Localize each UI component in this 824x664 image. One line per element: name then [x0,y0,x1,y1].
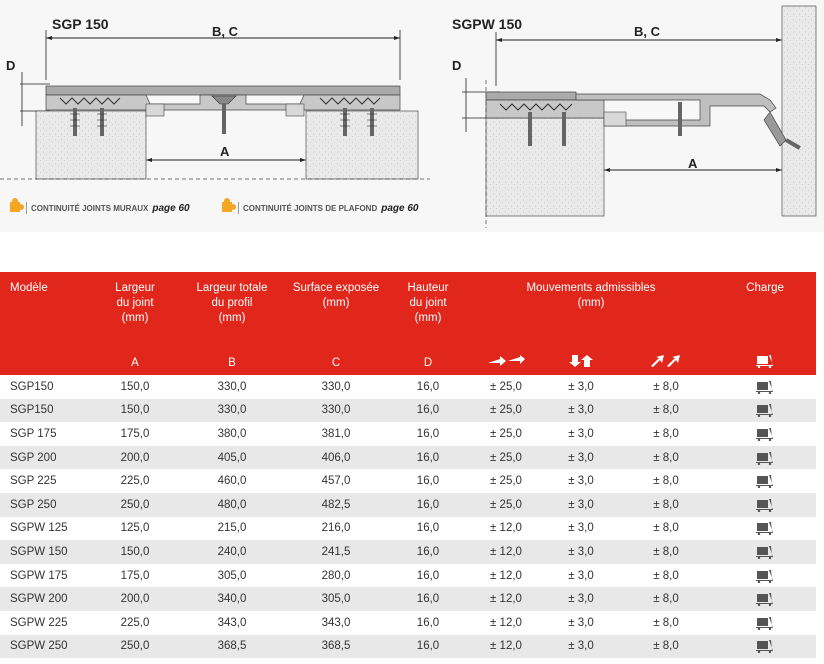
cell-model: SGPW 150 [0,540,90,564]
cell-model: SGP150 [0,399,90,423]
table-row [0,517,816,541]
cell-m3: ± 8,0 [653,522,679,535]
col-d: Hauteur du joint (mm) [388,272,468,351]
drawings-svg [0,0,824,232]
cell-m2: ± 3,0 [568,616,594,629]
sgpw-drawing [462,6,816,228]
cell-m2: ± 3,0 [544,399,618,423]
sgp-dim-bc: B, C [212,24,238,39]
load-icon [714,517,816,541]
cell-m1: ± 12,0 [468,587,544,611]
cell-d: 16,0 [416,569,440,582]
left-slab-left [36,111,146,179]
cell-model: SGPW 225 [10,616,68,629]
load-icon [714,422,816,446]
load-icon [714,375,816,399]
cell-m2: ± 3,0 [544,540,618,564]
subheader-row [0,351,816,375]
cell-d: 16,0 [388,446,468,470]
cell-d: 16,0 [416,522,440,535]
cell-d: 16,0 [388,587,468,611]
table-row [0,422,816,446]
cell-d: 16,0 [388,540,468,564]
cell-b: 368,5 [180,635,284,659]
cell-m2: ± 3,0 [544,587,618,611]
note-ceiling-page: page 60 [381,202,419,214]
cell-a: 225,0 [120,475,150,488]
cell-d: 16,0 [388,399,468,423]
cell-model: SGPW 250 [0,635,90,659]
cell-model: SGP 200 [0,446,90,470]
cell-c: 305,0 [284,587,388,611]
cell-m1: ± 25,0 [468,399,544,423]
cell-c: 330,0 [321,380,351,393]
col-a: Largeur du joint (mm) [90,272,180,351]
cell-c: 368,5 [284,635,388,659]
cell-m3: ± 8,0 [618,635,714,659]
cell-b: 405,0 [180,446,284,470]
cell-b: 460,0 [217,475,247,488]
table-row [0,375,816,399]
cell-m3: ± 8,0 [653,569,679,582]
cell-b: 330,0 [180,399,284,423]
puzzle-icon [222,198,236,212]
cell-d: 16,0 [388,493,468,517]
sgp-profile-cover [46,86,400,95]
cell-b: 215,0 [217,522,247,535]
cell-a: 200,0 [90,446,180,470]
sgpw-dim-bc: B, C [634,24,660,39]
cell-d: 16,0 [416,475,440,488]
cell-model: SGP 250 [0,493,90,517]
cell-c: 343,0 [321,616,351,629]
cell-m1: ± 25,0 [468,493,544,517]
right-wall [782,6,816,216]
load-icon [714,540,816,564]
horizontal-move-icon [468,351,544,375]
note-wall-joints[interactable] [26,202,190,214]
sub-c: C [284,351,388,375]
load-icon [714,587,816,611]
puzzle-icon [10,198,24,212]
cell-b: 340,0 [180,587,284,611]
table-row [0,446,816,470]
sub-a: A [90,351,180,375]
cell-b: 330,0 [217,380,247,393]
table-row [0,564,816,588]
cell-m2: ± 3,0 [568,475,594,488]
cell-m2: ± 3,0 [544,493,618,517]
cell-a: 150,0 [90,399,180,423]
sgp-drawing [0,30,430,179]
cell-c: 406,0 [284,446,388,470]
sub-d: D [388,351,468,375]
cell-m2: ± 3,0 [568,522,594,535]
cell-b: 240,0 [180,540,284,564]
sgpw-dim-a: A [688,156,698,171]
table-row [0,493,816,517]
table-row [0,611,816,635]
cell-a: 250,0 [90,635,180,659]
cell-c: 280,0 [321,569,351,582]
col-model: Modèle [0,272,90,351]
table-row [0,587,816,611]
sgp-title: SGP 150 [52,16,109,32]
load-icon [714,469,816,493]
cell-c: 381,0 [321,427,351,440]
technical-drawing-area [0,0,824,232]
table-row [0,399,816,423]
cell-m1: ± 12,0 [490,616,522,629]
cell-model: SGP 175 [10,427,57,440]
cell-c: 482,5 [284,493,388,517]
left-slab-right [306,111,418,179]
cell-c: 216,0 [321,522,351,535]
load-icon [714,635,816,659]
table-row [0,635,816,659]
right-slab [486,118,604,216]
cell-m1: ± 25,0 [490,380,522,393]
cell-c: 457,0 [321,475,351,488]
cell-d: 16,0 [416,616,440,629]
cell-m2: ± 3,0 [544,635,618,659]
load-icon [714,493,816,517]
col-b: Largeur totale du profil (mm) [180,272,284,351]
load-icon [714,564,816,588]
cell-m2: ± 3,0 [568,569,594,582]
cell-c: 330,0 [284,399,388,423]
cell-m1: ± 12,0 [468,540,544,564]
sgpw-dim-d: D [452,58,462,73]
cell-b: 343,0 [217,616,247,629]
cell-m1: ± 12,0 [490,569,522,582]
cell-a: 175,0 [120,569,150,582]
cell-m1: ± 12,0 [468,635,544,659]
cell-a: 250,0 [90,493,180,517]
cell-a: 125,0 [120,522,150,535]
cell-b: 305,0 [217,569,247,582]
cell-m2: ± 3,0 [568,427,594,440]
cell-model: SGP 225 [10,475,57,488]
cell-m1: ± 25,0 [468,446,544,470]
cell-m1: ± 25,0 [490,475,522,488]
cell-a: 200,0 [90,587,180,611]
table-body [0,375,816,658]
cell-b: 480,0 [180,493,284,517]
table-row [0,540,816,564]
col-movements: Mouvements admissibles (mm) [468,272,714,351]
shear-move-icon [618,351,714,375]
spec-table [0,272,816,658]
header-row [0,272,816,351]
cell-m3: ± 8,0 [618,540,714,564]
cell-model: SGPW 200 [0,587,90,611]
cell-m3: ± 8,0 [618,446,714,470]
cell-m3: ± 8,0 [618,399,714,423]
cell-c: 241,5 [284,540,388,564]
sgp-dim-d: D [6,58,16,73]
cell-a: 150,0 [90,540,180,564]
cell-d: 16,0 [388,635,468,659]
note-ceiling-text: CONTINUITÉ JOINTS DE PLAFOND [243,203,378,213]
cell-model: SGPW 175 [10,569,68,582]
cell-model: SGP150 [10,380,54,393]
cell-m3: ± 8,0 [618,493,714,517]
cell-m3: ± 8,0 [618,587,714,611]
load-icon [714,399,816,423]
cell-d: 16,0 [416,380,440,393]
note-ceiling-joints[interactable] [238,202,418,214]
vertical-move-icon [544,351,618,375]
note-wall-page: page 60 [152,202,190,214]
cell-a: 225,0 [120,616,150,629]
cell-m3: ± 8,0 [653,616,679,629]
col-load: Charge [714,272,816,351]
cell-m2: ± 3,0 [568,380,594,393]
cell-d: 16,0 [416,427,440,440]
load-icon [714,351,816,375]
load-icon [714,611,816,635]
cell-m1: ± 25,0 [490,427,522,440]
cell-model: SGPW 125 [10,522,68,535]
cell-m2: ± 3,0 [544,446,618,470]
table-row [0,469,816,493]
note-wall-text: CONTINUITÉ JOINTS MURAUX [31,203,149,213]
sgp-dim-a: A [220,144,230,159]
cell-m3: ± 8,0 [653,380,679,393]
cell-b: 380,0 [217,427,247,440]
cell-m3: ± 8,0 [653,427,679,440]
sgpw-title: SGPW 150 [452,16,523,32]
cell-m1: ± 12,0 [490,522,522,535]
cell-m3: ± 8,0 [653,475,679,488]
load-icon [714,446,816,470]
cell-a: 175,0 [120,427,150,440]
col-c: Surface exposée (mm) [284,272,388,351]
sub-b: B [180,351,284,375]
cell-a: 150,0 [120,380,150,393]
